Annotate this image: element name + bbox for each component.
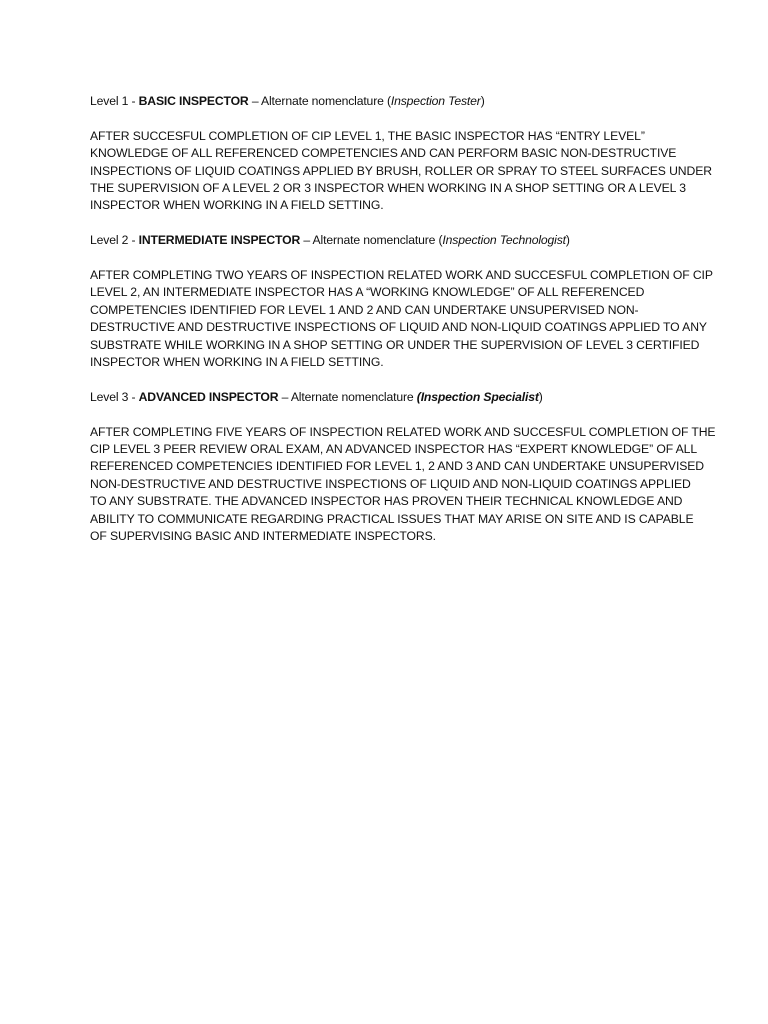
level-1-description <box>90 128 712 215</box>
level-1-line: INSPECTOR WHEN WORKING IN A FIELD SETTING. <box>90 198 384 213</box>
level-3-line: CIP LEVEL 3 PEER REVIEW ORAL EXAM, AN ADVANCED INSPECTOR HAS “EXPERT KNOWLEDGE” OF ALL <box>90 442 698 457</box>
level-2-alt-suffix: ) <box>565 233 570 248</box>
level-1-alt-prefix: Alternate nomenclature ( <box>261 94 391 108</box>
level-1-alt-name: Inspection Tester <box>390 94 481 108</box>
level-1-dash: – <box>248 94 262 108</box>
level-3-line: OF SUPERVISING BASIC AND INTERMEDIATE INSPECTORS. <box>90 529 436 544</box>
level-3-alt-prefix: Alternate nomenclature <box>290 389 417 404</box>
level-2-line: DESTRUCTIVE AND DESTRUCTIVE INSPECTIONS OF LIQUID AND NON-LIQUID COATINGS APPLIED TO ANY <box>90 320 707 335</box>
level-1-line: AFTER SUCCESFUL COMPLETION OF CIP LEVEL 1, THE BASIC INSPECTOR HAS “ENTRY LEVEL” <box>90 128 645 143</box>
level-3-alt-name: Inspection Specialist <box>420 389 539 404</box>
level-3-alt-suffix: ) <box>538 389 543 404</box>
level-3-alt-open: ( <box>416 389 421 404</box>
document-body <box>90 93 716 545</box>
level-2-line: INSPECTOR WHEN WORKING IN A FIELD SETTING. <box>90 355 384 370</box>
level-1-heading <box>90 93 690 110</box>
level-3-dash: – <box>278 389 291 404</box>
level-2-line: LEVEL 2, AN INTERMEDIATE INSPECTOR HAS A “WORKING KNOWLEDGE” OF ALL REFERENCED <box>90 285 645 300</box>
level-1-line: KNOWLEDGE OF ALL REFERENCED COMPETENCIES AND CAN PERFORM BASIC NON-DESTRUCTIVE <box>90 146 677 161</box>
level-2-dash: – <box>300 233 313 248</box>
level-3-title: ADVANCED INSPECTOR <box>138 389 279 404</box>
level-3-label: Level 3 - <box>90 389 139 404</box>
level-1-label: Level 1 - <box>90 94 139 108</box>
level-1-alt-suffix: ) <box>480 94 485 108</box>
level-1-line: INSPECTIONS OF LIQUID COATINGS APPLIED BY BRUSH, ROLLER OR SPRAY TO STEEL SURFACES UNDER <box>90 163 712 178</box>
level-1-line: THE SUPERVISION OF A LEVEL 2 OR 3 INSPECTOR WHEN WORKING IN A SHOP SETTING OR A LEVEL 3 <box>90 181 686 196</box>
level-2-line: COMPETENCIES IDENTIFIED FOR LEVEL 1 AND 2 AND CAN UNDERTAKE UNSUPERVISED NON- <box>90 302 639 317</box>
level-3-line: TO ANY SUBSTRATE. THE ADVANCED INSPECTOR HAS PROVEN THEIR TECHNICAL KNOWLEDGE AND <box>90 494 683 509</box>
level-3-line: ABILITY TO COMMUNICATE REGARDING PRACTICAL ISSUES THAT MAY ARISE ON SITE AND IS CAPABLE <box>90 511 694 526</box>
level-2-description <box>90 267 713 371</box>
level-2-alt-name: Inspection Technologist <box>442 233 566 248</box>
level-3-line: NON-DESTRUCTIVE AND DESTRUCTIVE INSPECTIONS OF LIQUID AND NON-LIQUID COATINGS APPLIED <box>90 476 691 491</box>
level-3-line: AFTER COMPLETING FIVE YEARS OF INSPECTION RELATED WORK AND SUCCESFUL COMPLETION OF THE <box>90 424 716 439</box>
level-1-title: BASIC INSPECTOR <box>138 94 249 108</box>
level-2-heading <box>90 232 690 249</box>
level-2-alt-prefix: Alternate nomenclature ( <box>312 233 443 248</box>
level-3-line: REFERENCED COMPETENCIES IDENTIFIED FOR LEVEL 1, 2 AND 3 AND CAN UNDERTAKE UNSUPERVISED <box>90 459 704 474</box>
level-2-label: Level 2 - <box>90 233 139 248</box>
level-3-heading <box>90 389 690 406</box>
level-2-title: INTERMEDIATE INSPECTOR <box>138 233 301 248</box>
level-2-line: AFTER COMPLETING TWO YEARS OF INSPECTION RELATED WORK AND SUCCESFUL COMPLETION OF CIP <box>90 268 713 283</box>
level-2-line: SUBSTRATE WHILE WORKING IN A SHOP SETTING OR UNDER THE SUPERVISION OF LEVEL 3 CERTIFIED <box>90 337 700 352</box>
level-3-description <box>90 424 716 546</box>
